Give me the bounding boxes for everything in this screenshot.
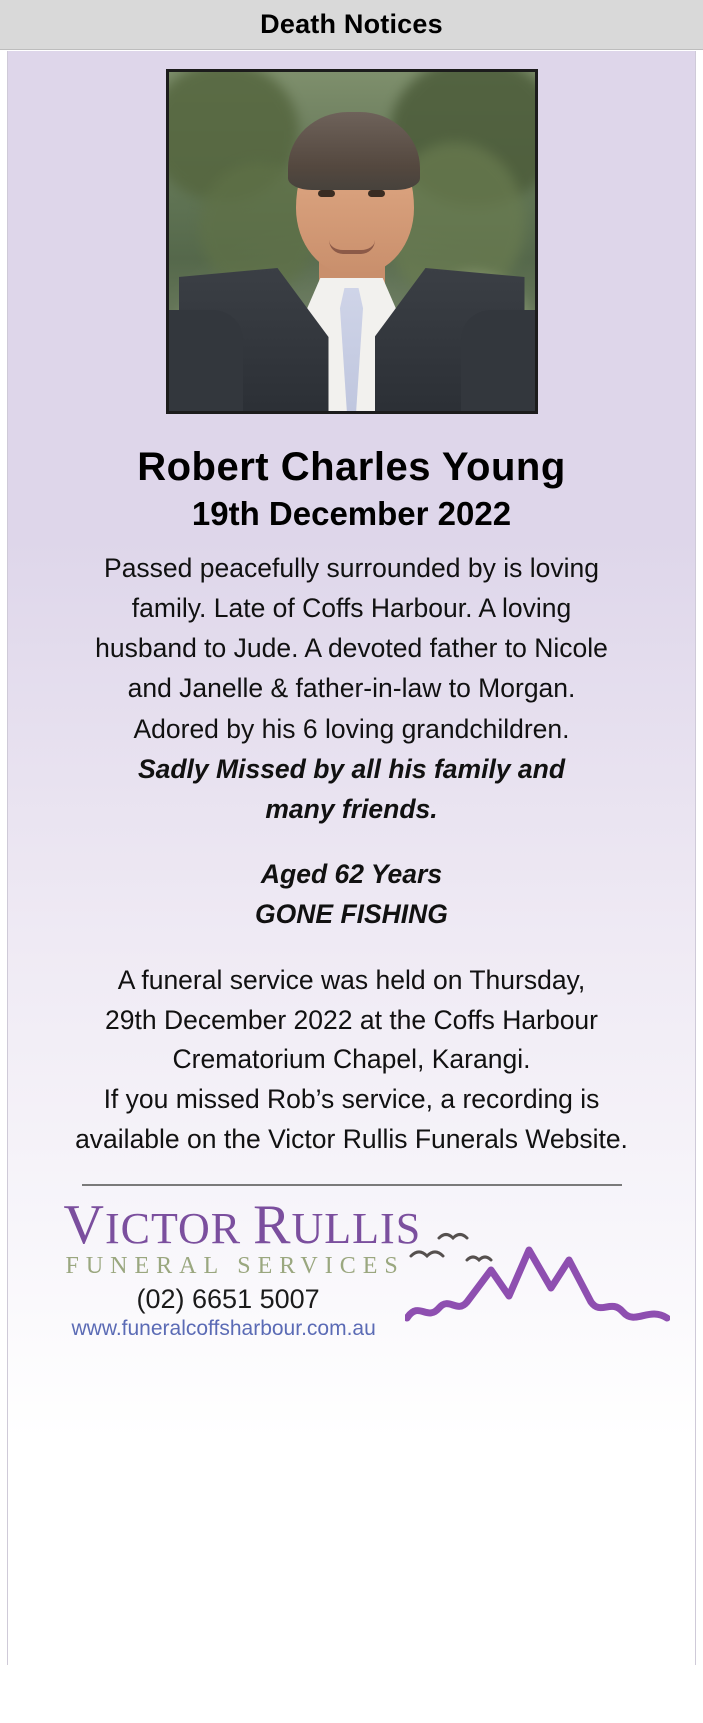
service-line: Crematorium Chapel, Karangi. (172, 1044, 531, 1075)
shoulder-left (169, 310, 243, 414)
page-title: Death Notices (260, 9, 443, 39)
mouth (329, 240, 375, 254)
funeral-home-logo (42, 1184, 662, 1364)
service-line: If you missed Rob’s service, a recording is (103, 1084, 600, 1115)
portrait-photo-image (169, 72, 535, 411)
logo-name-second-cap: R (253, 1193, 292, 1256)
service-line: available on the Victor Rullis Funerals Website. (75, 1123, 628, 1154)
missed-line: Sadly Missed by all his family and (137, 753, 566, 784)
service-line: A funeral service was held on Thursday, (117, 964, 586, 995)
portrait-photo (166, 69, 538, 414)
eye-left (318, 190, 335, 197)
contact-website[interactable]: www.funeralcoffsharbour.com.au (71, 1316, 376, 1340)
page-header (0, 0, 703, 50)
logo-name-first-rest: ICTOR (104, 1203, 242, 1253)
deceased-name: Robert Charles Young (137, 445, 566, 489)
tribute-line: husband to Jude. A devoted father to Nicole (95, 633, 608, 664)
aged-block (28, 855, 676, 935)
tribute-line: Adored by his 6 loving grandchildren. (133, 713, 570, 744)
logo-name-first-cap: V (63, 1193, 105, 1256)
tribute-line: Passed peacefully surrounded by is loving (104, 552, 599, 583)
tribute-line: and Janelle & father-in-law to Morgan. (127, 673, 576, 704)
shoulder-right (461, 310, 535, 414)
mountains-and-birds-icon (405, 1226, 670, 1336)
service-details (22, 961, 682, 1160)
divider-rule (82, 1184, 622, 1186)
notice-card (7, 51, 696, 1665)
logo-name-second-rest: ULLIS (291, 1203, 422, 1253)
service-line: 29th December 2022 at the Coffs Harbour (105, 1004, 598, 1035)
aged-text: Aged 62 Years (260, 859, 443, 890)
logo-subtitle: FUNERAL SERVICES (65, 1252, 405, 1279)
contact-phone[interactable]: (02) 6651 5007 (136, 1283, 320, 1314)
epitaph-text: GONE FISHING (255, 899, 448, 930)
eye-right (368, 190, 385, 197)
death-date: 19th December 2022 (191, 495, 512, 532)
missed-line: many friends. (265, 794, 438, 825)
tribute-line: family. Late of Coffs Harbour. A loving (131, 592, 572, 623)
tribute-text (28, 548, 676, 830)
